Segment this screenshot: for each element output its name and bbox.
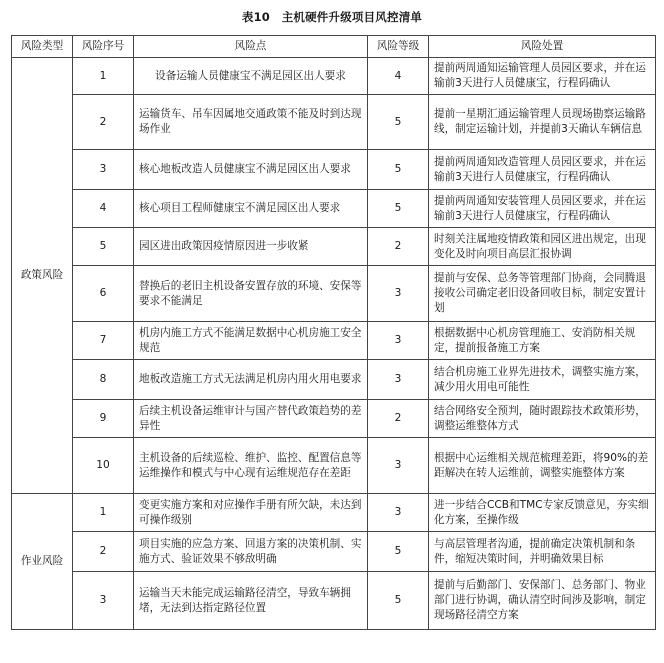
header-risk-type: 风险类型 xyxy=(12,36,73,58)
table-row xyxy=(12,266,656,322)
risk-number-cell: 4 xyxy=(73,190,134,228)
risk-number-cell: 1 xyxy=(73,58,134,95)
table-caption: 表10 主机硬件升级项目风控清单 xyxy=(241,10,423,24)
risk-level-cell: 5 xyxy=(368,572,429,630)
risk-action-cell: 提前与安保、总务等管理部门协商，会同腾退接收公司确定老旧设备回收目标，制定安置计划 xyxy=(429,266,656,322)
table-row xyxy=(12,58,656,95)
table-header-row xyxy=(12,36,656,58)
risk-level-cell: 3 xyxy=(368,438,429,494)
header-risk-point: 风险点 xyxy=(134,36,368,58)
risk-action-cell: 进一步结合CCB和TMC专家反馈意见，夯实细化方案，至操作级 xyxy=(429,494,656,532)
risk-level-cell: 3 xyxy=(368,266,429,322)
risk-level-cell: 5 xyxy=(368,150,429,190)
risk-point-cell: 项目实施的应急方案、回退方案的决策机制、实施方式、验证效果不够敌明确 xyxy=(134,532,368,572)
risk-type-cell: 作业风险 xyxy=(12,494,73,630)
risk-level-cell: 3 xyxy=(368,360,429,400)
risk-point-cell: 核心地板改造人员健康宝不满足园区出人要求 xyxy=(134,150,368,190)
risk-action-cell: 提前两周通知安装管理人员园区要求，并在运输前3天进行人员健康宝，行程码确认 xyxy=(429,190,656,228)
risk-action-cell: 根据数据中心机房管理施工、安消防相关规定，提前报备施工方案 xyxy=(429,322,656,360)
risk-number-cell: 1 xyxy=(73,494,134,532)
table-row xyxy=(12,438,656,494)
risk-action-cell: 与高层管理者沟通，提前确定决策机制和条件，缩短决策时间，并明确效果目标 xyxy=(429,532,656,572)
table-row xyxy=(12,322,656,360)
risk-point-cell: 主机设备的后续巡检、维护、监控、配置信息等运维操作和模式与中心现有运维规范存在差距 xyxy=(134,438,368,494)
risk-action-cell: 结合网络安全预判，随时跟踪技术政策形势，调整运维整体方式 xyxy=(429,400,656,438)
risk-number-cell: 9 xyxy=(73,400,134,438)
risk-point-cell: 地板改造施工方式无法满足机房内用火用电要求 xyxy=(134,360,368,400)
risk-number-cell: 10 xyxy=(73,438,134,494)
risk-point-cell: 机房内施工方式不能满足数据中心机房施工安全规范 xyxy=(134,322,368,360)
table-row xyxy=(12,150,656,190)
risk-level-cell: 3 xyxy=(368,322,429,360)
risk-action-cell: 时刻关注属地疫情政策和园区进出规定，出现变化及时向项目高层汇报协调 xyxy=(429,228,656,266)
risk-level-cell: 5 xyxy=(368,532,429,572)
table-row xyxy=(12,360,656,400)
risk-number-cell: 2 xyxy=(73,532,134,572)
risk-point-cell: 园区进出政策因疫情原因进一步收紧 xyxy=(134,228,368,266)
risk-point-cell: 设备运输人员健康宝不满足园区出人要求 xyxy=(134,58,368,95)
risk-number-cell: 3 xyxy=(73,572,134,630)
risk-number-cell: 3 xyxy=(73,150,134,190)
risk-number-cell: 5 xyxy=(73,228,134,266)
risk-level-cell: 2 xyxy=(368,400,429,438)
risk-number-cell: 6 xyxy=(73,266,134,322)
table-row xyxy=(12,400,656,438)
table-row xyxy=(12,228,656,266)
risk-type-cell: 政策风险 xyxy=(12,58,73,494)
header-risk-action: 风险处置 xyxy=(429,36,656,58)
risk-level-cell: 5 xyxy=(368,95,429,150)
risk-action-cell: 根据中心运维相关规范梳理差距，将90%的差距解决在转人运维前，调整实施整体方案 xyxy=(429,438,656,494)
table-row xyxy=(12,494,656,532)
header-risk-number: 风险序号 xyxy=(73,36,134,58)
header-risk-level: 风险等级 xyxy=(368,36,429,58)
risk-point-cell: 核心项目工程师健康宝不满足园区出人要求 xyxy=(134,190,368,228)
risk-number-cell: 7 xyxy=(73,322,134,360)
risk-point-cell: 变更实施方案和对应操作手册有所欠缺，未达到可操作级别 xyxy=(134,494,368,532)
risk-point-cell: 后续主机设备运维审计与国产替代政策趋势的差异性 xyxy=(134,400,368,438)
risk-action-cell: 提前一星期汇通运输管理人员现场勘察运输路线，制定运输计划，并提前3天确认车辆信息 xyxy=(429,95,656,150)
table-row xyxy=(12,95,656,150)
table-row xyxy=(12,190,656,228)
table-row xyxy=(12,532,656,572)
risk-point-cell: 运输货车、吊车因属地交通政策不能及时到达现场作业 xyxy=(134,95,368,150)
risk-action-cell: 提前两周通知运输管理人员园区要求，并在运输前3天进行人员健康宝，行程码确认 xyxy=(429,58,656,95)
risk-action-cell: 提前两周通知改造管理人员园区要求，并在运输前3天进行人员健康宝，行程码确认 xyxy=(429,150,656,190)
risk-action-cell: 提前与后勤部门、安保部门、总务部门、物业部门进行协调，确认清空时间涉及影响，制定现场路径清空方案 xyxy=(429,572,656,630)
risk-level-cell: 2 xyxy=(368,228,429,266)
risk-point-cell: 替换后的老旧主机设备安置存放的环境、安保等要求不能满足 xyxy=(134,266,368,322)
risk-control-table xyxy=(11,35,656,630)
risk-action-cell: 结合机房施工业界先进技术，调整实施方案，减少用火用电可能性 xyxy=(429,360,656,400)
table-row xyxy=(12,572,656,630)
risk-point-cell: 运输当天未能完成运输路径清空，导致车辆拥堵，无法到达指定路径位置 xyxy=(134,572,368,630)
risk-level-cell: 5 xyxy=(368,190,429,228)
risk-number-cell: 2 xyxy=(73,95,134,150)
risk-number-cell: 8 xyxy=(73,360,134,400)
risk-level-cell: 3 xyxy=(368,494,429,532)
risk-level-cell: 4 xyxy=(368,58,429,95)
